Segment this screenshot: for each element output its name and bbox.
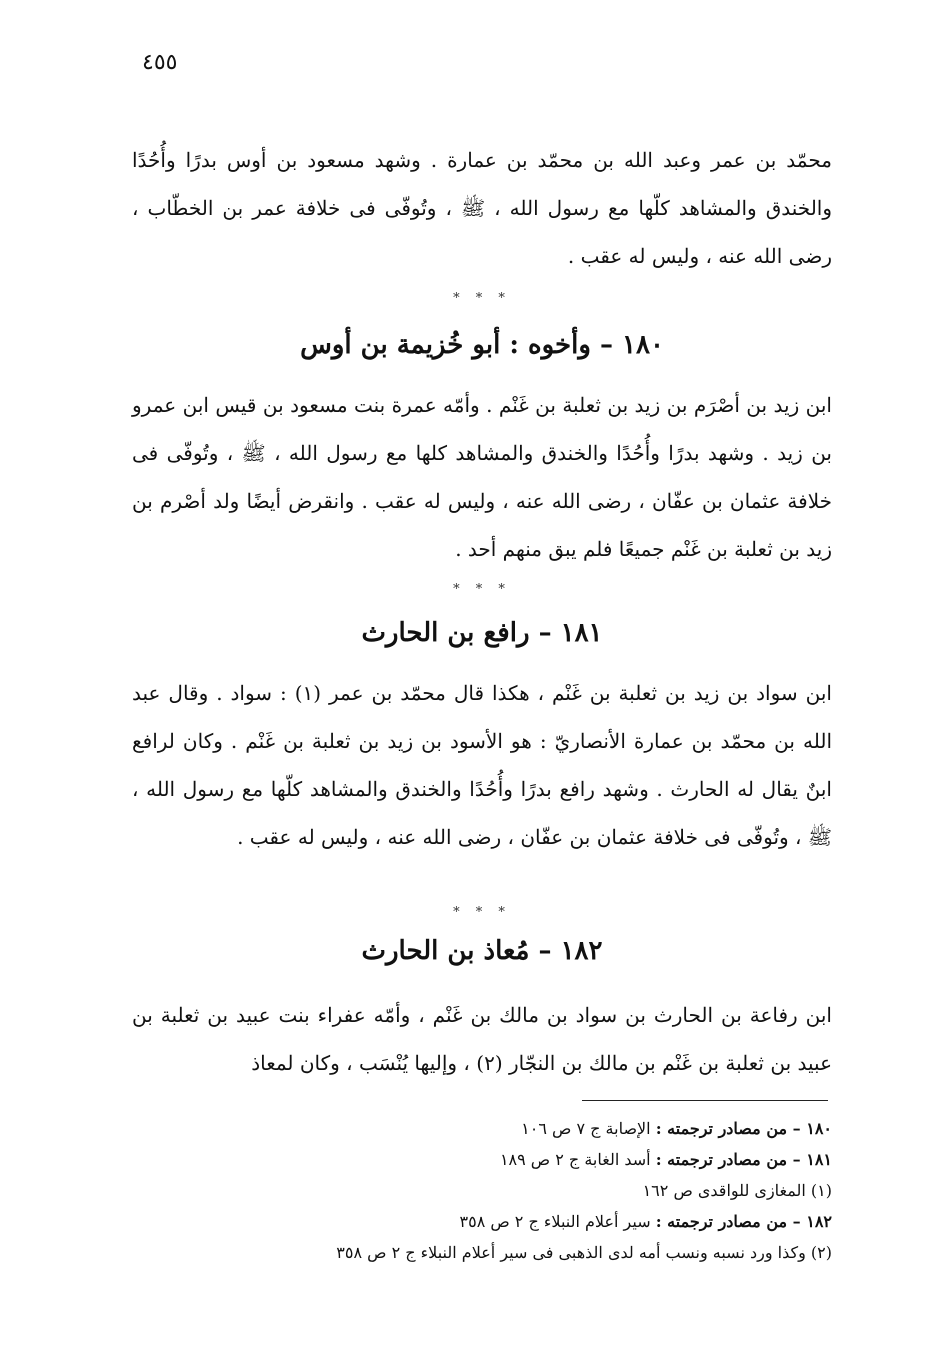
footnotes: [132, 1113, 832, 1268]
entry-heading-182: ١٨٢ – مُعاذ بن الحارث: [361, 936, 603, 966]
footnote-item: ١٨٢ – من مصادر ترجمته : سير أعلام النبلاء ج ٢ ص ٣٥٨: [459, 1212, 832, 1231]
footnote-item: (٢) وكذا ورد نسبه ونسب أمه لدى الذهبى فى سير أعلام النبلاء ج ٢ ص ٣٥٨: [336, 1243, 832, 1262]
entry-heading-180: ١٨٠ – وأخوه : أبو خُزيمة بن أوس: [300, 330, 664, 360]
entry-text-180: ابن زيد بن أصْرَم بن زيد بن ثعلبة بن غَنْم . وأمّه عمرة بنت مسعود بن قيس ابن عمرو بن زيد . وشهد بدرًا وأُحُدًا والخندق والمشاهد كلها مع رسول الله ، ﷺ ، وتُوفّى فى خلافة عثمان بن عفّان ، رضى الله عنه ، وليس له عقب . وانقرض أيضًا ولد أصْرم بن زيد بن ثعلبة بن غَنْم جميعًا فلم يبق منهم أحد .: [132, 393, 832, 561]
section-separator: * * *: [453, 905, 511, 920]
intro-paragraph: محمّد بن عمر وعبد الله بن محمّد بن عمارة . وشهد مسعود بن أوس بدرًا وأُحُدًا والخندق والمشاهد كلّها مع رسول الله ، ﷺ ، وتُوفّى فى خلافة عمر بن الخطّاب ، رضى الله عنه ، وليس له عقب .: [132, 148, 832, 268]
entry-text-181: ابن سواد بن زيد بن ثعلبة بن غَنْم ، هكذا قال محمّد بن عمر (١) : سواد . وقال عبد الله بن محمّد بن عمارة الأنصاريّ : هو الأسود بن زيد بن ثعلبة بن غَنْم . وكان لرافع ابنٌ يقال له الحارث . وشهد رافع بدرًا وأُحُدًا والخندق والمشاهد كلّها مع رسول الله ، ﷺ ، وتُوفّى فى خلافة عثمان بن عفّان ، رضى الله عنه ، وليس له عقب .: [132, 681, 832, 849]
entry-text-182: ابن رفاعة بن الحارث بن سواد بن مالك بن غَنْم ، وأمّه عفراء بنت عبيد بن ثعلبة بن عبيد بن ثعلبة بن غَنْم بن مالك بن النجّار (٢) ، وإليها يُنْسَب ، وكان لمعاذ: [132, 1003, 832, 1075]
footnote-item: (١) المغازى للواقدى ص ١٦٢: [642, 1181, 832, 1200]
section-separator: * * *: [453, 582, 511, 597]
section-separator: * * *: [453, 291, 511, 306]
footnote-item: ١٨١ – من مصادر ترجمته : أسد الغابة ج ٢ ص ١٨٩: [499, 1150, 832, 1169]
footnote-divider: [582, 1100, 828, 1101]
page-number: ٤٥٥: [142, 50, 178, 75]
entry-heading-181: ١٨١ – رافع بن الحارث: [361, 618, 603, 648]
footnote-item: ١٨٠ – من مصادر ترجمته : الإصابة ج ٧ ص ١٠٦: [521, 1119, 832, 1138]
